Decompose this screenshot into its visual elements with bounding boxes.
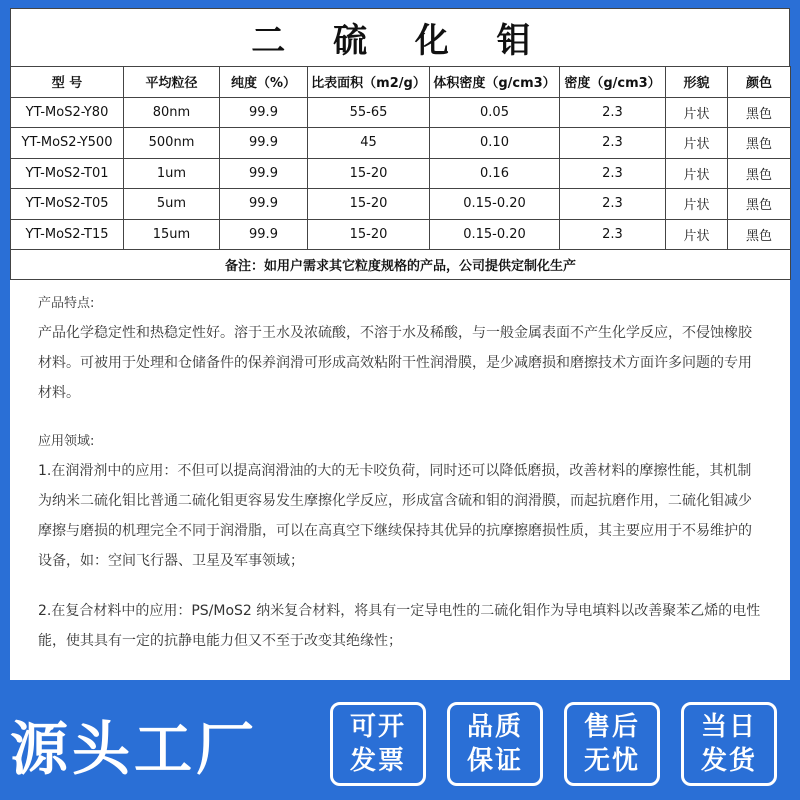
column-header: 形貌: [666, 67, 728, 98]
table-cell: 15-20: [308, 189, 430, 220]
table-row: [11, 158, 791, 189]
table-cell: 2.3: [560, 189, 666, 220]
table-cell: 黑色: [728, 158, 791, 189]
application-item-1: 1.在润滑剂中的应用：不但可以提高润滑油的大的无卡咬负荷，同时还可以降低磨损，改善材料的摩擦性能，其机制为纳米二硫化钼比普通二硫化钼更容易发生摩擦化学反应，形成富含硫和钼的润滑膜，而起抗磨作用，二硫化钼减少摩擦与磨损的机理完全不同于润滑脂，可以在高真空下继续保持其优异的抗摩擦磨损性质，其主要应用于不易维护的设备，如：空间飞行器、卫星及军事领域；: [38, 463, 752, 569]
table-cell: YT-MoS2-T05: [11, 189, 124, 220]
table-cell: 黑色: [728, 189, 791, 220]
table-row: [11, 219, 791, 250]
table-cell: 99.9: [220, 158, 308, 189]
table-cell: 99.9: [220, 189, 308, 220]
table-cell: 45: [308, 128, 430, 159]
column-header: 密度（g/cm3）: [560, 67, 666, 98]
table-cell: 500nm: [124, 128, 220, 159]
badge-aftersales: [564, 702, 660, 786]
badge-line: 无忧: [583, 746, 640, 776]
badge-line: 发货: [700, 746, 757, 776]
document-page: [10, 8, 790, 680]
table-cell: 15-20: [308, 158, 430, 189]
table-note: 备注：如用户需求其它粒度规格的产品，公司提供定制化生产: [11, 250, 791, 280]
column-header: 体积密度（g/cm3）: [430, 67, 560, 98]
features-heading: 产品特点:: [38, 296, 95, 311]
table-cell: 5um: [124, 189, 220, 220]
table-cell: 0.05: [430, 97, 560, 128]
spec-table: [10, 66, 791, 280]
table-cell: 99.9: [220, 128, 308, 159]
badge-sameday: [681, 702, 777, 786]
column-header: 平均粒径: [124, 67, 220, 98]
banner-slogan: 源头工厂: [10, 715, 259, 783]
table-header-row: [11, 67, 791, 98]
table-cell: 55-65: [308, 97, 430, 128]
table-cell: 2.3: [560, 128, 666, 159]
table-cell: 99.9: [220, 219, 308, 250]
table-cell: 15um: [124, 219, 220, 250]
table-cell: 99.9: [220, 97, 308, 128]
table-cell: 片状: [666, 158, 728, 189]
table-cell: YT-MoS2-T15: [11, 219, 124, 250]
column-header: 纯度（%）: [220, 67, 308, 98]
column-header: 比表面积（m2/g）: [308, 67, 430, 98]
table-cell: 片状: [666, 219, 728, 250]
table-cell: YT-MoS2-T01: [11, 158, 124, 189]
table-row: [11, 97, 791, 128]
table-cell: 0.15-0.20: [430, 189, 560, 220]
table-cell: 15-20: [308, 219, 430, 250]
badge-line: 发票: [349, 746, 406, 776]
table-row: [11, 128, 791, 159]
table-row: [11, 189, 791, 220]
table-cell: YT-MoS2-Y500: [11, 128, 124, 159]
badge-line: 当日: [700, 712, 757, 742]
column-header: 型 号: [11, 67, 124, 98]
badge-line: 保证: [466, 746, 523, 776]
table-cell: 片状: [666, 189, 728, 220]
features-text: 产品化学稳定性和热稳定性好。溶于王水及浓硫酸，不溶于水及稀酸，与一般金属表面不产生化学反应，不侵蚀橡胶材料。可被用于处理和仓储备件的保养润滑可形成高效粘附干性润滑膜，是少减磨损和磨擦技术方面许多问题的专用材料。: [38, 325, 752, 401]
description: [10, 280, 790, 656]
badge-line: 售后: [583, 712, 640, 742]
promo-banner: [0, 688, 800, 800]
badge-line: 可开: [349, 712, 406, 742]
table-cell: 2.3: [560, 158, 666, 189]
table-cell: 2.3: [560, 97, 666, 128]
table-cell: 80nm: [124, 97, 220, 128]
table-cell: 1um: [124, 158, 220, 189]
application-item-2: 2.在复合材料中的应用：PS/MoS2 纳米复合材料，将具有一定导电性的二硫化钼作为导电填料以改善聚苯乙烯的电性能，使其具有一定的抗静电能力但又不至于改变其绝缘性；: [38, 603, 761, 649]
applications-heading: 应用领域:: [38, 434, 95, 449]
table-note-row: [11, 250, 791, 280]
page-title: 二 硫 化 钼: [10, 8, 790, 66]
table-cell: 片状: [666, 97, 728, 128]
badge-quality: [447, 702, 543, 786]
badge-line: 品质: [466, 712, 523, 742]
table-cell: 2.3: [560, 219, 666, 250]
column-header: 颜色: [728, 67, 791, 98]
table-cell: 黑色: [728, 97, 791, 128]
table-cell: 0.16: [430, 158, 560, 189]
table-cell: 黑色: [728, 219, 791, 250]
table-cell: 0.15-0.20: [430, 219, 560, 250]
badge-invoice: [330, 702, 426, 786]
table-cell: 0.10: [430, 128, 560, 159]
table-cell: 片状: [666, 128, 728, 159]
table-cell: 黑色: [728, 128, 791, 159]
table-cell: YT-MoS2-Y80: [11, 97, 124, 128]
